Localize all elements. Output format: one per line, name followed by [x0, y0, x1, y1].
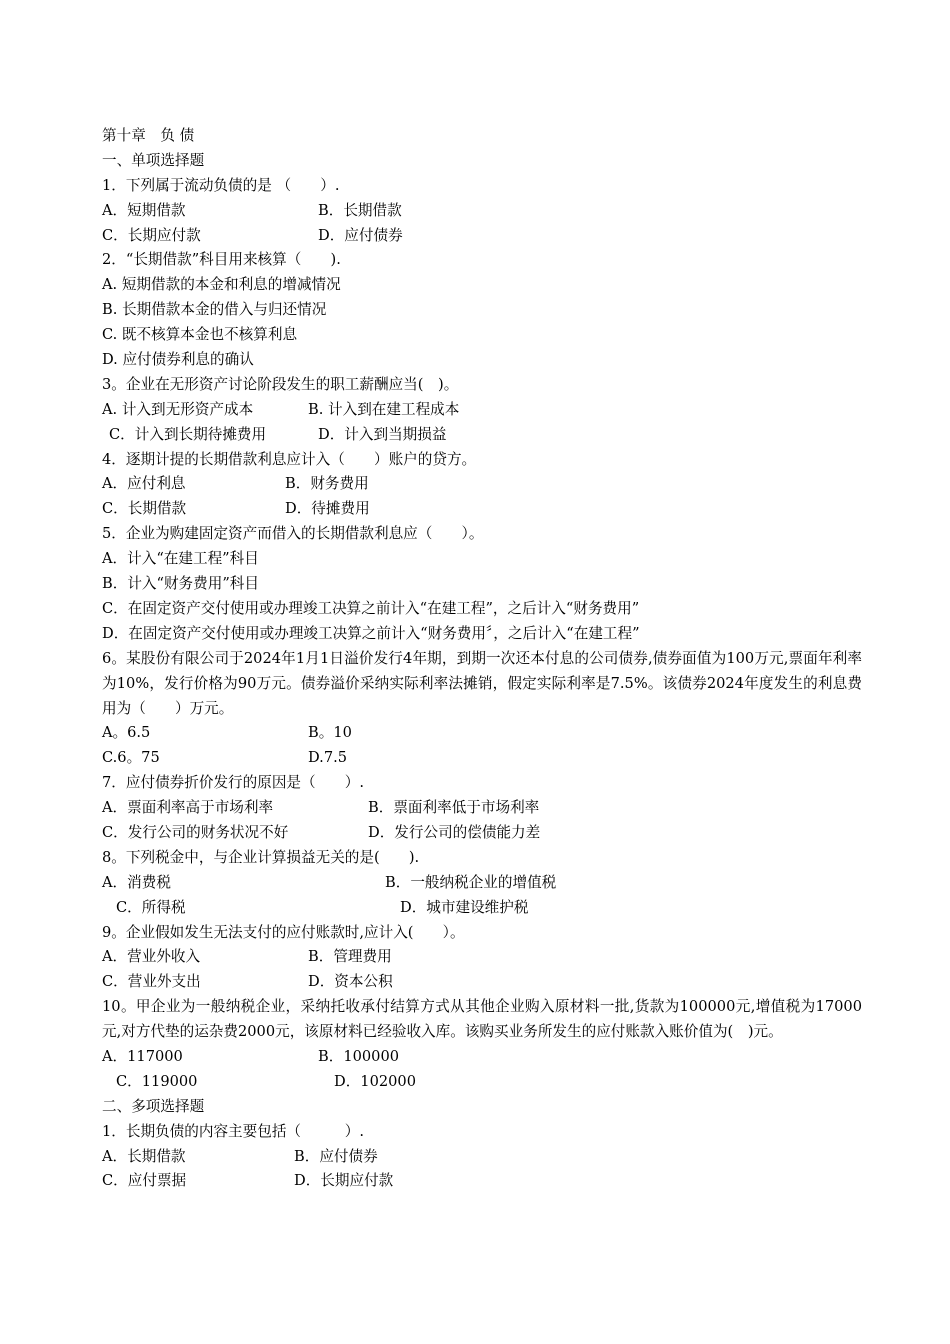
question-10-options-cd [102, 1070, 862, 1095]
document-page [102, 124, 862, 1194]
option-a: A．应付利息 [102, 475, 186, 493]
section-title-single-choice: 一、单项选择题 [102, 151, 205, 169]
option-c: C．所得税 [116, 898, 186, 916]
question-9-options-cd [102, 970, 862, 995]
option-b: B. 计入到在建工程成本 [308, 400, 460, 418]
option-b: B。10 [308, 724, 352, 742]
question-1-stem: 1．下列属于流动负债的是 （ ）. [102, 176, 340, 194]
section-title-multiple-choice: 二、多项选择题 [102, 1097, 205, 1115]
option-a: A．长期借款 [102, 1147, 186, 1165]
question-3-stem: 3。企业在无形资产讨论阶段发生的职工薪酬应当( )。 [102, 375, 459, 393]
question-7-stem: 7．应付债券折价发行的原因是（ ）. [102, 774, 365, 792]
question-2-stem: 2．“长期借款”科目用来核算（ ). [102, 251, 341, 269]
question-6-options-ab [102, 721, 862, 746]
question-4-options-ab [102, 472, 862, 497]
option-d: D．城市建设维护税 [400, 898, 529, 916]
question-7-options-cd [102, 821, 862, 846]
option-a: A．117000 [102, 1048, 183, 1066]
question-8-stem: 8。下列税金中，与企业计算损益无关的是( ). [102, 848, 420, 866]
option-c: C．发行公司的财务状况不好 [102, 823, 289, 841]
question-9-options-ab [102, 945, 862, 970]
option-c: C.6。75 [102, 749, 160, 767]
question-9-stem: 9。企业假如发生无法支付的应付账款时,应计入( ）。 [102, 923, 465, 941]
option-c: C．营业外支出 [102, 973, 201, 991]
option-a: A．消费税 [102, 873, 171, 891]
question-4-stem: 4．逐期计提的长期借款利息应计入（ ）账户的贷方。 [102, 450, 477, 468]
option-a: A．票面利率高于市场利率 [102, 799, 274, 817]
option-b: B．管理费用 [308, 948, 392, 966]
option-d: D．计入到当期损益 [318, 425, 447, 443]
option-c: C．应付票据 [102, 1172, 187, 1190]
question-5-stem: 5．企业为购建固定资产而借入的长期借款利息应（ ）。 [102, 525, 484, 543]
question-6-options-cd [102, 746, 862, 771]
option-a: A．计入“在建工程”科目 [102, 550, 259, 568]
question-10-options-ab [102, 1045, 862, 1070]
option-b: B．100000 [318, 1048, 400, 1066]
option-a: A. 计入到无形资产成本 [102, 400, 254, 418]
option-b: B．财务费用 [285, 475, 369, 493]
question-4-options-cd [102, 497, 862, 522]
option-b: B．应付债券 [294, 1147, 378, 1165]
question-3-options-ab [102, 398, 862, 423]
question-8-options-cd [102, 896, 862, 921]
option-d: D. 应付债券利息的确认 [102, 351, 254, 369]
option-d: D．在固定资产交付使用或办理竣工决算之前计入“财务费用〞，之后计入“在建工程” [102, 624, 640, 642]
option-a: A．短期借款 [102, 201, 186, 219]
multi-question-1-options-ab [102, 1145, 862, 1170]
option-b: B．长期借款 [318, 201, 402, 219]
option-a: A．营业外收入 [102, 948, 201, 966]
multi-question-1-stem: 1．长期负债的内容主要包括（ ）. [102, 1122, 365, 1140]
option-b: B．票面利率低于市场利率 [368, 799, 540, 817]
option-d: D.7.5 [308, 749, 348, 767]
option-d: D．发行公司的偿债能力差 [368, 823, 541, 841]
option-b: B．计入“财务费用”科目 [102, 575, 259, 593]
question-7-options-ab [102, 796, 862, 821]
option-d: D．应付债券 [318, 226, 403, 244]
option-a: A. 短期借款的本金和利息的增减情况 [102, 276, 341, 294]
option-c: C．长期借款 [102, 500, 187, 518]
question-8-options-ab [102, 871, 862, 896]
option-d: D．资本公积 [308, 973, 393, 991]
question-6-stem: 6。某股份有限公司于2024年1月1日溢价发行4年期，到期一次还本付息的公司债券,债券面值为100万元,票面年利率为10%，发行价格为90万元。债券溢价采纳实际利率法摊销，假定实际利率是7.5%。该债券2024年度发生的利息费用为（ ）万元。 [102, 649, 862, 717]
option-c: C．119000 [116, 1072, 198, 1090]
option-d: D．待摊费用 [285, 500, 370, 518]
option-b: B．一般纳税企业的增值税 [385, 873, 557, 891]
option-c: C．长期应付款 [102, 226, 201, 244]
option-c: C. 既不核算本金也不核算利息 [102, 326, 298, 344]
option-b: B. 长期借款本金的借入与归还情况 [102, 301, 327, 319]
chapter-title: 第十章 负 债 [102, 127, 195, 144]
question-10-stem: 10。甲企业为一般纳税企业，采纳托收承付结算方式从其他企业购入原材料一批,货款为100000元,增值税为17000元,对方代垫的运杂费2000元，该原材料已经验收入库。该购买业务所发生的应付账款入账价值为( )元。 [102, 998, 862, 1041]
question-1-options-cd [102, 224, 862, 249]
option-c: C．在固定资产交付使用或办理竣工决算之前计入“在建工程”，之后计入“财务费用” [102, 599, 640, 617]
option-d: D．长期应付款 [294, 1172, 394, 1190]
option-d: D．102000 [334, 1072, 417, 1090]
option-c: C．计入到长期待摊费用 [109, 425, 267, 443]
question-1-options-ab [102, 199, 862, 224]
question-3-options-cd [102, 423, 862, 448]
multi-question-1-options-cd [102, 1169, 862, 1194]
option-a: A。6.5 [102, 724, 151, 742]
